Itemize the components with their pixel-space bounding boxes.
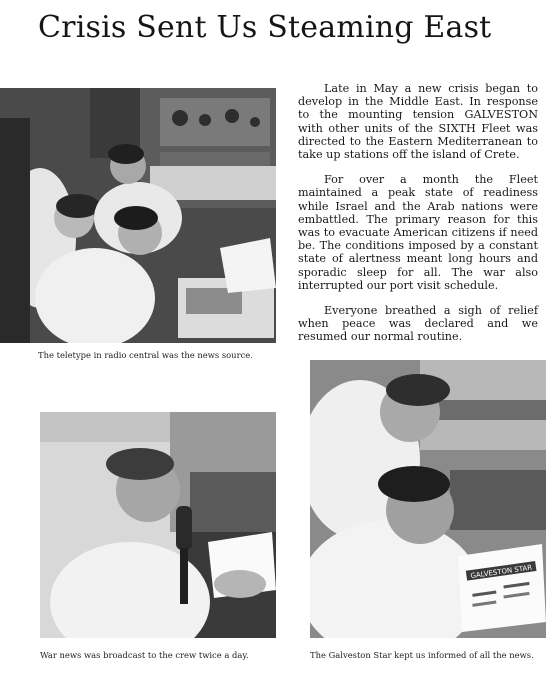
teletype-caption: The teletype in radio central was the news source. [38,350,253,360]
article-paragraph: Late in May a new crisis began to develop in the Middle East. In response to the mounting tension GALVESTON with other units of the SIXTH Fleet was directed to the Eastern Mediterranean to take up stations off the island of Crete. [298,82,538,162]
teletype-photo-image [0,88,276,343]
newspaper-caption: The Galveston Star kept us informed of all the news. [310,650,534,660]
page-title: Crisis Sent Us Steaming East [38,10,492,45]
article-body [298,82,538,356]
newspaper-photo-image [310,360,546,638]
broadcast-photo [40,412,276,638]
broadcast-caption: War news was broadcast to the crew twice a day. [40,650,249,660]
newspaper-masthead: GALVESTON STAR [470,563,533,581]
broadcast-photo-image [40,412,276,638]
newspaper-photo [310,360,546,638]
article-paragraph: Everyone breathed a sigh of relief when peace was declared and we resumed our normal routine. [298,304,538,344]
teletype-photo [0,88,276,343]
article-paragraph: For over a month the Fleet maintained a peak state of readiness while Israel and the Arab nations were embattled. The primary reason for this was to evacuate American citizens if need be. The conditions imposed by a constant state of alertness meant long hours and sporadic sleep for all. The war also interrupted our port visit schedule. [298,173,538,292]
